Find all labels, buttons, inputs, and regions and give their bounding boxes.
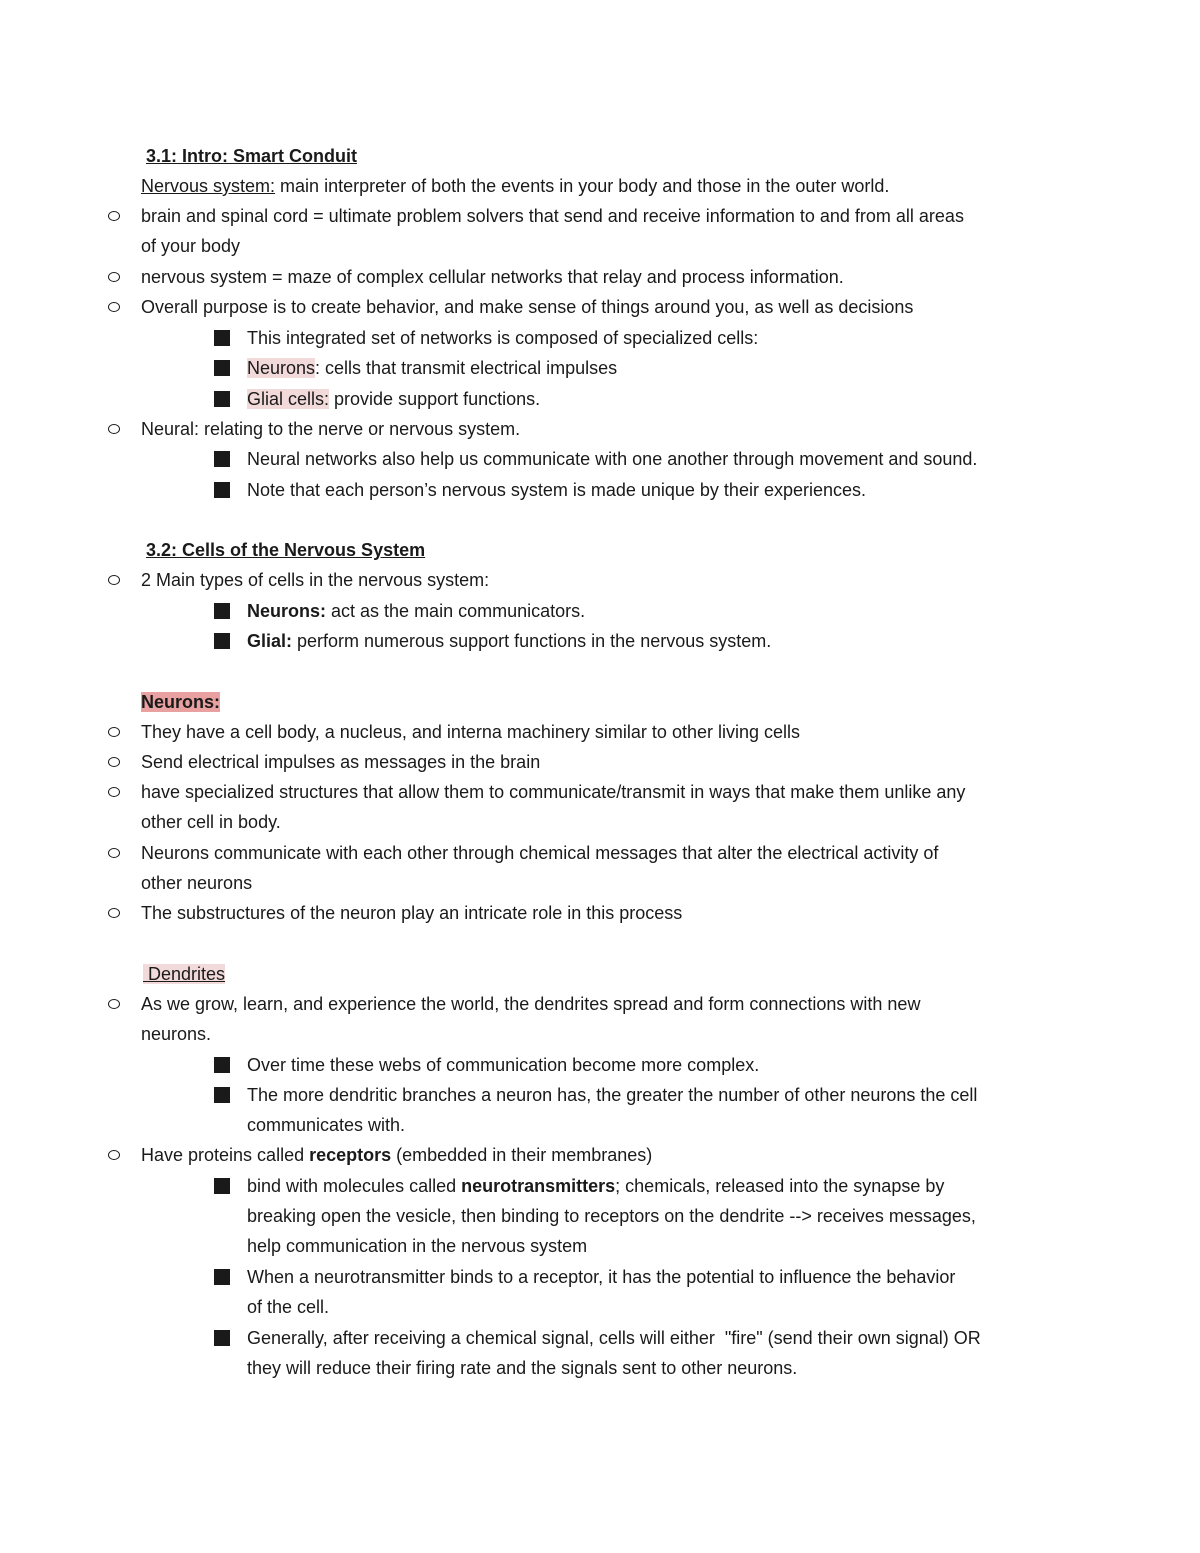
circle-bullet-icon [108, 575, 120, 585]
sub-list-item: The more dendritic branches a neuron has, the greater the number of other neurons the cell [247, 1085, 978, 1105]
circle-bullet-icon [108, 757, 120, 767]
square-bullet-icon [214, 1057, 230, 1073]
list-item: Overall purpose is to create behavior, and make sense of things around you, as well as decisions [141, 297, 914, 317]
circle-bullet-icon [108, 848, 120, 858]
list-item: As we grow, learn, and experience the world, the dendrites spread and form connections with new [141, 994, 921, 1014]
definition-line: Nervous system: main interpreter of both the events in your body and those in the outer world. [141, 176, 890, 196]
sub-list-item: Note that each person’s nervous system is made unique by their experiences. [247, 480, 867, 500]
list-item-continued: other neurons [141, 873, 253, 893]
sub-list-item: Neural networks also help us communicate with one another through movement and sound. [247, 449, 978, 469]
highlighted-term: Neurons [247, 358, 316, 378]
square-bullet-icon [214, 360, 230, 376]
highlighted-term: Glial cells: [247, 389, 330, 409]
circle-bullet-icon [108, 211, 120, 221]
sub-list-item: When a neurotransmitter binds to a receptor, it has the potential to influence the behavior [247, 1267, 956, 1287]
circle-bullet-icon [108, 908, 120, 918]
square-bullet-icon [214, 1178, 230, 1194]
list-item-continued: other cell in body. [141, 812, 281, 832]
list-item: nervous system = maze of complex cellular networks that relay and process information. [141, 267, 844, 287]
sub-list-item: Over time these webs of communication become more complex. [247, 1055, 760, 1075]
square-bullet-icon [214, 482, 230, 498]
circle-bullet-icon [108, 424, 120, 434]
circle-bullet-icon [108, 999, 120, 1009]
square-bullet-icon [214, 633, 230, 649]
square-bullet-icon [214, 603, 230, 619]
list-item: The substructures of the neuron play an intricate role in this process [141, 903, 683, 923]
sub-list-item: bind with molecules called neurotransmitters; chemicals, released into the synapse by [247, 1176, 945, 1196]
sub-list-item: Neurons: cells that transmit electrical impulses [247, 358, 618, 378]
definition-term: Nervous system: [141, 176, 276, 196]
circle-bullet-icon [108, 272, 120, 282]
list-item: They have a cell body, a nucleus, and interna machinery similar to other living cells [141, 722, 800, 742]
square-bullet-icon [214, 451, 230, 467]
list-item: 2 Main types of cells in the nervous system: [141, 570, 490, 590]
square-bullet-icon [214, 1330, 230, 1346]
section-title-3-2: 3.2: Cells of the Nervous System [146, 540, 426, 560]
sub-list-item-continued: of the cell. [247, 1297, 330, 1317]
sub-list-item-continued: help communication in the nervous system [247, 1236, 588, 1256]
sub-list-item: This integrated set of networks is composed of specialized cells: [247, 328, 759, 348]
list-item: have specialized structures that allow them to communicate/transmit in ways that make them unlike any [141, 782, 966, 802]
sub-list-item: Neurons: act as the main communicators. [247, 601, 586, 621]
section-title-3-1: 3.1: Intro: Smart Conduit [146, 146, 357, 166]
sub-list-item: Generally, after receiving a chemical signal, cells will either "fire" (send their own signal) OR [247, 1328, 981, 1348]
sub-list-item-continued: breaking open the vesicle, then binding to receptors on the dendrite --> receives messages, [247, 1206, 976, 1226]
sub-list-item-continued: they will reduce their firing rate and the signals sent to other neurons. [247, 1358, 798, 1378]
sub-list-item: Glial: perform numerous support functions in the nervous system. [247, 631, 772, 651]
square-bullet-icon [214, 330, 230, 346]
list-item-continued: neurons. [141, 1024, 212, 1044]
list-item: Have proteins called receptors (embedded in their membranes) [141, 1145, 653, 1165]
square-bullet-icon [214, 391, 230, 407]
list-item: Neurons communicate with each other through chemical messages that alter the electrical activity of [141, 843, 939, 863]
circle-bullet-icon [108, 302, 120, 312]
sub-list-item-continued: communicates with. [247, 1115, 406, 1135]
list-item: Neural: relating to the nerve or nervous system. [141, 419, 521, 439]
sub-list-item: Glial cells: provide support functions. [247, 389, 541, 409]
square-bullet-icon [214, 1269, 230, 1285]
section-title-dendrites: Dendrites [143, 964, 226, 984]
list-item: brain and spinal cord = ultimate problem solvers that send and receive information to and from all areas [141, 206, 964, 226]
list-item-continued: of your body [141, 236, 241, 256]
section-title-neurons: Neurons: [141, 692, 221, 712]
circle-bullet-icon [108, 727, 120, 737]
square-bullet-icon [214, 1087, 230, 1103]
list-item: Send electrical impulses as messages in the brain [141, 752, 541, 772]
circle-bullet-icon [108, 787, 120, 797]
circle-bullet-icon [108, 1150, 120, 1160]
